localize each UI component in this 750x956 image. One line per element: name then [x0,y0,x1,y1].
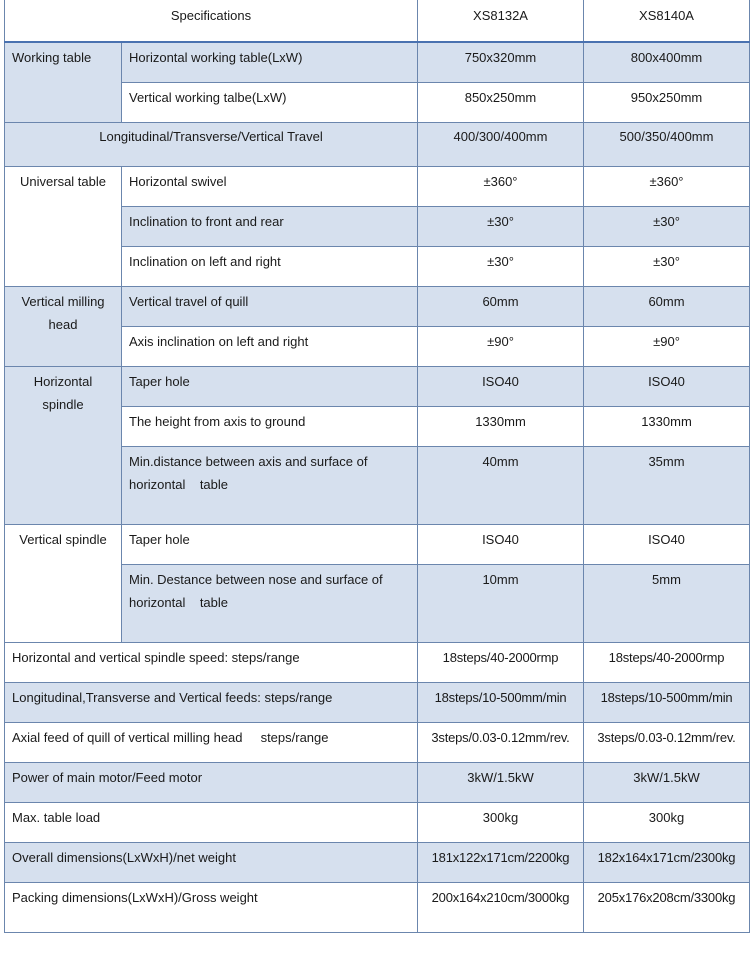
table-row [5,524,750,564]
row-label: Taper hole [122,366,418,406]
table-row [5,762,750,802]
row-value-xs8132a: 40mm [418,446,584,524]
row-label: Taper hole [122,524,418,564]
row-label: Horizontal working table(LxW) [122,42,418,82]
row-value-xs8132a: ISO40 [418,366,584,406]
table-row [5,842,750,882]
row-value-xs8140a: ±30° [584,246,750,286]
row-value-xs8140a: 182x164x171cm/2300kg [584,842,750,882]
row-value-xs8132a: ±30° [418,246,584,286]
row-label: Axis inclination on left and right [122,326,418,366]
row-value-xs8132a: ±90° [418,326,584,366]
table-row [5,42,750,82]
row-value-xs8140a: ISO40 [584,524,750,564]
row-value-xs8132a: 300kg [418,802,584,842]
row-label: Inclination on left and right [122,246,418,286]
table-row [5,366,750,406]
row-label: Longitudinal,Transverse and Vertical feeds: steps/range [5,682,418,722]
row-value-xs8140a: 205x176x208cm/3300kg [584,882,750,932]
row-label: Power of main motor/Feed motor [5,762,418,802]
row-label: Overall dimensions(LxWxH)/net weight [5,842,418,882]
row-value-xs8140a: ±90° [584,326,750,366]
row-label: Max. table load [5,802,418,842]
header-row [5,0,750,42]
row-value-xs8132a: ±30° [418,206,584,246]
row-value-xs8132a: 200x164x210cm/3000kg [418,882,584,932]
row-label: Min. Destance between nose and surface of horizontal table [122,564,418,642]
row-value-xs8132a: 60mm [418,286,584,326]
row-value-xs8132a: ISO40 [418,524,584,564]
table-row [5,682,750,722]
row-value-xs8140a: 950x250mm [584,82,750,122]
row-label: The height from axis to ground [122,406,418,446]
row-value-xs8140a: 3steps/0.03-0.12mm/rev. [584,722,750,762]
row-value-xs8140a: ±30° [584,206,750,246]
row-label: Inclination to front and rear [122,206,418,246]
header-model-xs8132a: XS8132A [418,0,584,42]
row-value-xs8132a: 1330mm [418,406,584,446]
specifications-table [4,0,750,933]
row-value-xs8132a: 3kW/1.5kW [418,762,584,802]
row-value-xs8132a: 3steps/0.03-0.12mm/rev. [418,722,584,762]
row-label: Min.distance between axis and surface of horizontal table [122,446,418,524]
row-value-xs8140a: 300kg [584,802,750,842]
row-value-xs8132a: 10mm [418,564,584,642]
group-working-table: Working table [5,42,122,122]
row-value-xs8140a: 5mm [584,564,750,642]
header-specifications: Specifications [5,0,418,42]
group-vertical-spindle: Vertical spindle [5,524,122,642]
row-value-xs8140a: 60mm [584,286,750,326]
row-label: Vertical travel of quill [122,286,418,326]
group-horizontal-spindle: Horizontal spindle [5,366,122,524]
row-label: Longitudinal/Transverse/Vertical Travel [5,122,418,166]
table-row [5,286,750,326]
row-value-xs8140a: 500/350/400mm [584,122,750,166]
row-value-xs8140a: 35mm [584,446,750,524]
row-label: Vertical working talbe(LxW) [122,82,418,122]
row-value-xs8132a: ±360° [418,166,584,206]
row-value-xs8140a: 18steps/40-2000rmp [584,642,750,682]
row-label: Packing dimensions(LxWxH)/Gross weight [5,882,418,932]
row-label: Horizontal and vertical spindle speed: steps/range [5,642,418,682]
row-label: Horizontal swivel [122,166,418,206]
group-vertical-milling-head: Vertical milling head [5,286,122,366]
row-value-xs8140a: ±360° [584,166,750,206]
table-row [5,122,750,166]
table-row [5,642,750,682]
header-model-xs8140a: XS8140A [584,0,750,42]
row-value-xs8132a: 18steps/40-2000rmp [418,642,584,682]
row-value-xs8140a: 1330mm [584,406,750,446]
row-value-xs8132a: 18steps/10-500mm/min [418,682,584,722]
row-value-xs8140a: 3kW/1.5kW [584,762,750,802]
row-value-xs8140a: ISO40 [584,366,750,406]
row-value-xs8132a: 400/300/400mm [418,122,584,166]
group-universal-table: Universal table [5,166,122,286]
row-value-xs8132a: 850x250mm [418,82,584,122]
table-row [5,802,750,842]
row-value-xs8140a: 18steps/10-500mm/min [584,682,750,722]
row-value-xs8132a: 181x122x171cm/2200kg [418,842,584,882]
table-row [5,166,750,206]
row-value-xs8132a: 750x320mm [418,42,584,82]
table-row [5,722,750,762]
table-row [5,882,750,932]
row-value-xs8140a: 800x400mm [584,42,750,82]
row-label: Axial feed of quill of vertical milling head steps/range [5,722,418,762]
